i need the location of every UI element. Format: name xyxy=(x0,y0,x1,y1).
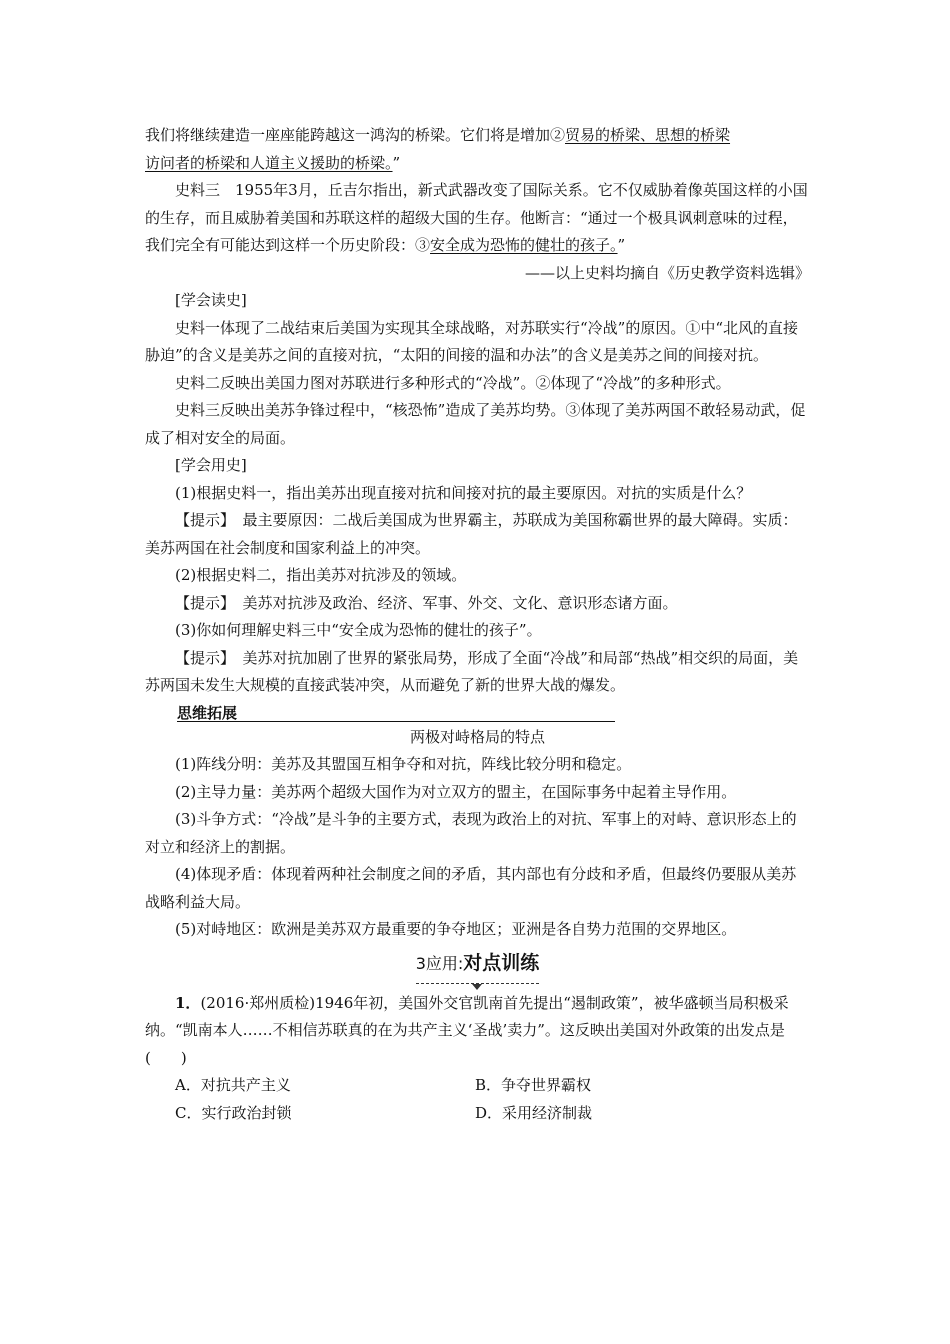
exercise-question-1: 1．(2016·郑州质检)1946年初，美国外交官凯南首先提出“遏制政策”，被华盛顿当局积极采纳。“凯南本人……不相信苏联真的在为共产主义‘圣战’卖力”。这反映出美国对外政策的出发点是( ) xyxy=(145,993,789,1067)
learn-read-p3: 史料三反映出美苏争锋过程中，“核恐怖”造成了美苏均势。③体现了美苏两国不敢轻易动武，促成了相对安全的局面。 xyxy=(145,401,806,447)
banner-arrow-icon xyxy=(472,984,482,990)
feature-item: (4)体现矛盾：体现着两种社会制度之间的矛盾，其内部也有分歧和矛盾，但最终仍要服从美苏战略利益大局。 xyxy=(145,865,797,911)
options-row-1 xyxy=(145,1072,810,1100)
section-rule xyxy=(177,721,615,722)
question-2: (2)根据史料二，指出美苏对抗涉及的领域。 xyxy=(175,566,467,584)
option-d[interactable]: D．采用经济制裁 xyxy=(475,1103,593,1122)
learn-read-p2: 史料二反映出美国力图对苏联进行多种形式的“冷战”。②体现了“冷战”的多种形式。 xyxy=(175,373,731,392)
feature-item: (3)斗争方式：“冷战”是斗争的主要方式，表现为政治上的对抗、军事上的对峙、意识形态上的对立和经济上的割据。 xyxy=(145,810,797,856)
thinking-expansion-label: 思维拓展 xyxy=(145,700,810,724)
application-banner: 3应用:对点训练 xyxy=(145,950,810,984)
feature-item: (2)主导力量：美苏两个超级大国作为对立双方的盟主，在国际事务中起着主导作用。 xyxy=(175,782,737,801)
option-b[interactable]: B．争夺世界霸权 xyxy=(475,1076,592,1094)
underlined-phrase-2: 贸易的桥梁、思想的桥梁 xyxy=(565,126,731,144)
learn-read-heading: [学会读史] xyxy=(175,291,247,309)
hint-2: 【提示】 美苏对抗涉及政治、经济、军事、外交、文化、意识形态诸方面。 xyxy=(175,593,678,612)
option-c[interactable]: C．实行政治封锁 xyxy=(175,1103,292,1122)
feature-item: (1)阵线分明：美苏及其盟国互相争夺和对抗，阵线比较分明和稳定。 xyxy=(175,755,632,773)
underlined-phrase-3: 安全成为恐怖的健壮的孩子。 xyxy=(430,236,618,254)
hint-1: 【提示】 最主要原因：二战后美国成为世界霸主，苏联成为美国称霸世界的最大障碍。实质：美苏两国在社会制度和国家利益上的冲突。 xyxy=(145,511,798,557)
source3-paragraph: 史料三 1955年3月，丘吉尔指出，新式武器改变了国际关系。它不仅威胁着像英国这样的小国的生存，而且威胁着美国和苏联这样的超级大国的生存。他断言：“通过一个极具讽刺意味的过程，我们完全有可能达到这样一个历史阶段：③安全成为恐怖的健壮的孩子。” xyxy=(145,181,808,254)
document-page xyxy=(145,122,810,1127)
learn-use-heading: [学会用史] xyxy=(175,456,247,474)
learn-read-p1: 史料一体现了二战结束后美国为实现其全球战略，对苏联实行“冷战”的原因。①中“北风的直接胁迫”的含义是美苏之间的直接对抗，“太阳的间接的温和办法”的含义是美苏之间的间接对抗。 xyxy=(145,318,799,364)
feature-item: (5)对峙地区：欧洲是美苏双方最重要的争夺地区；亚洲是各自势力范围的交界地区。 xyxy=(175,920,737,938)
question-3: (3)你如何理解史料三中“安全成为恐怖的健壮的孩子”。 xyxy=(175,621,542,639)
underlined-phrase-2-cont: 访问者的桥梁和人道主义援助的桥梁。 xyxy=(145,153,393,172)
options-row-2 xyxy=(145,1100,810,1128)
question-1: (1)根据史料一，指出美苏出现直接对抗和间接对抗的最主要原因。对抗的实质是什么？ xyxy=(175,483,752,502)
source2-continuation: 我们将继续建造一座座能跨越这一鸿沟的桥梁。它们将是增加②贸易的桥梁、思想的桥梁 访问者的桥梁和人道主义援助的桥梁。” xyxy=(145,126,731,172)
option-a[interactable]: A．对抗共产主义 xyxy=(175,1076,291,1094)
thinking-title: 两极对峙格局的特点 xyxy=(409,727,545,746)
hint-3: 【提示】 美苏对抗加剧了世界的紧张局势，形成了全面“冷战”和局部“热战”相交织的局面，美苏两国未发生大规模的直接武装冲突，从而避免了新的世界大战的爆发。 xyxy=(145,648,799,694)
source-attribution: ——以上史料均摘自《历史教学资料选辑》 xyxy=(524,263,810,282)
